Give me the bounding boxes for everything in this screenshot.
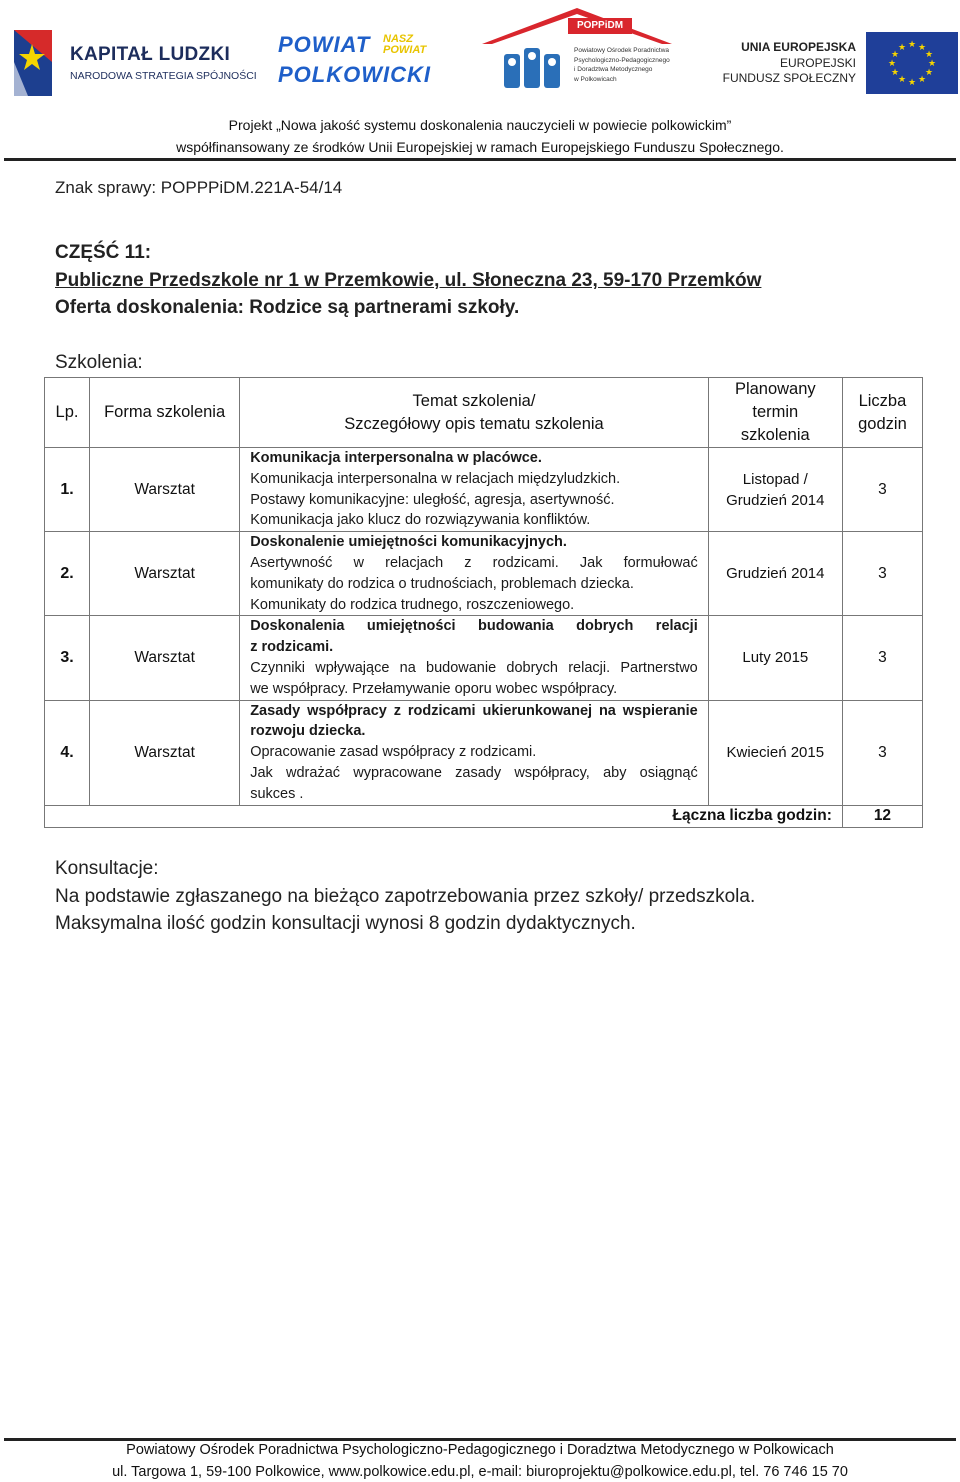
svg-text:★: ★ — [917, 43, 927, 53]
col-header-termin: Planowany termin szkolenia — [708, 378, 842, 448]
eu-logo — [718, 32, 958, 94]
kapital-ludzki-title: KAPITAŁ LUDZKI — [70, 44, 231, 65]
svg-text:★: ★ — [890, 50, 900, 60]
row-form: Warsztat — [90, 532, 240, 616]
col-header-lp: Lp. — [45, 378, 90, 448]
footer-line-2: ul. Targowa 1, 59-100 Polkowice, www.polkowice.edu.pl, e-mail: biuroprojektu@polkowice.edu.pl, tel. 76 746 15 70 — [112, 1464, 848, 1480]
row-hours: 3 — [842, 532, 922, 616]
kapital-ludzki-flag-icon — [8, 22, 56, 98]
table-header-row — [45, 378, 923, 448]
svg-text:★: ★ — [924, 68, 934, 78]
people-icon — [500, 44, 564, 90]
poppidm-name: POPPiDM — [568, 18, 632, 34]
poppidm-logo — [482, 6, 672, 92]
topic-line: we współpracy. Przełamywanie oporu wobec współpracy. — [250, 680, 618, 697]
row-topic — [240, 448, 709, 532]
offer-title: Oferta doskonalenia: Rodzice są partnerami szkoły. — [55, 297, 520, 318]
project-line-1: Projekt „Nowa jakość systemu doskonalenia nauczycieli w powiecie polkowickim” — [228, 117, 732, 133]
footer-line-1: Powiatowy Ośrodek Poradnictwa Psychologiczno-Pedagogicznego i Doradztwa Metodycznego w Polkowicach — [126, 1442, 834, 1458]
topic-heading-cont: z rodzicami. — [250, 639, 334, 656]
total-hours-label: Łączna liczba godzin: — [45, 805, 843, 827]
trainings-table — [44, 377, 923, 828]
svg-text:★: ★ — [897, 75, 907, 85]
svg-text:★: ★ — [907, 40, 917, 50]
col-header-hours: Liczba godzin — [842, 378, 922, 448]
row-topic — [240, 616, 709, 700]
row-hours: 3 — [842, 448, 922, 532]
project-line-2: współfinansowany ze środków Unii Europejskiej w ramach Europejskiego Funduszu Społecznego. — [176, 139, 784, 155]
row-term: Kwiecień 2015 — [708, 700, 842, 805]
svg-text:★: ★ — [927, 59, 937, 69]
svg-text:★: ★ — [887, 59, 897, 69]
table-row — [45, 532, 923, 616]
topic-line: Czynniki wpływające na budowanie dobrych relacji. Partnerstwo — [250, 659, 698, 676]
topic-line: Opracowanie zasad współpracy z rodzicami. — [250, 744, 537, 761]
row-number: 3. — [45, 616, 90, 700]
topic-heading: Doskonalenia umiejętności budowania dobrych relacji — [250, 618, 698, 635]
svg-text:★: ★ — [917, 75, 927, 85]
consultations-line-1: Na podstawie zgłaszanego na bieżąco zapotrzebowania przez szkoły/ przedszkola. — [55, 886, 756, 907]
case-number: Znak sprawy: POPPPiDM.221A-54/14 — [55, 178, 343, 197]
kapital-ludzki-subtitle: NARODOWA STRATEGIA SPÓJNOŚCI — [70, 70, 257, 82]
col-header-temat: Temat szkolenia/ Szczegółowy opis tematu szkolenia — [240, 378, 709, 448]
nasz-powiat-label: NASZ POWIAT — [383, 33, 427, 56]
powiat-label: POWIAT — [278, 32, 371, 57]
row-number: 4. — [45, 700, 90, 805]
poppidm-description: Powiatowy Ośrodek Poradnictwa Psychologiczno-Pedagogicznego i Doradztwa Metodycznego w Polkowicach — [574, 47, 670, 83]
table-row — [45, 616, 923, 700]
consultations-line-2: Maksymalna ilość godzin konsultacji wynosi 8 godzin dydaktycznych. — [55, 913, 636, 934]
row-hours: 3 — [842, 700, 922, 805]
topic-line: Jak wdrażać wypracowane zasady współpracy, aby osiągnąć — [250, 764, 698, 781]
eu-line3: FUNDUSZ SPOŁECZNY — [722, 71, 856, 85]
svg-text:★: ★ — [924, 50, 934, 60]
topic-heading-cont: rozwoju dziecka. — [250, 723, 366, 740]
row-topic — [240, 700, 709, 805]
row-topic — [240, 532, 709, 616]
topic-line: Komunikacja jako klucz do rozwiązywania konfliktów. — [250, 512, 591, 529]
trainings-heading: Szkolenia: — [55, 352, 143, 373]
eu-line1: UNIA EUROPEJSKA — [741, 40, 856, 54]
polkowicki-label: POLKOWICKI — [278, 62, 431, 87]
row-form: Warsztat — [90, 448, 240, 532]
total-hours-value: 12 — [842, 805, 922, 827]
topic-line: Asertywność w relacjach z rodzicami. Jak formułować — [250, 554, 698, 571]
eu-stars-icon — [866, 32, 958, 94]
svg-text:★: ★ — [907, 78, 917, 88]
table-row — [45, 448, 923, 532]
school-name: Publiczne Przedszkole nr 1 w Przemkowie, ul. Słoneczna 23, 59-170 Przemków — [55, 270, 762, 291]
topic-line: Postawy komunikacyjne: uległość, agresja, asertywność. — [250, 491, 615, 508]
topic-line: Komunikaty do rodzica trudnego, roszczeniowego. — [250, 596, 575, 613]
row-form: Warsztat — [90, 616, 240, 700]
consultations-heading: Konsultacje: — [55, 858, 159, 879]
eu-flag-icon — [866, 32, 958, 94]
col-header-forma: Forma szkolenia — [90, 378, 240, 448]
table-row — [45, 700, 923, 805]
topic-line: Komunikacja interpersonalna w relacjach międzyludzkich. — [250, 470, 621, 487]
topic-line: komunikaty do rodzica o trudnościach, problemach dziecka. — [250, 575, 634, 592]
row-hours: 3 — [842, 616, 922, 700]
topic-line: sukces . — [250, 785, 304, 802]
project-info — [0, 114, 960, 158]
svg-text:★: ★ — [890, 68, 900, 78]
svg-text:★: ★ — [897, 43, 907, 53]
header-divider — [4, 158, 956, 161]
row-term: Grudzień 2014 — [708, 532, 842, 616]
topic-heading: Komunikacja interpersonalna w placówce. — [250, 450, 542, 466]
footer-divider — [4, 1438, 956, 1441]
kapital-ludzki-logo — [8, 22, 257, 104]
row-term: Luty 2015 — [708, 616, 842, 700]
eu-line2: EUROPEJSKI — [779, 56, 856, 70]
powiat-polkowicki-logo — [278, 30, 438, 90]
row-number: 1. — [45, 448, 90, 532]
row-term: Listopad / Grudzień 2014 — [708, 448, 842, 532]
topic-heading: Doskonalenie umiejętności komunikacyjnych. — [250, 534, 567, 551]
topic-heading: Zasady współpracy z rodzicami ukierunkowanej na wspieranie — [250, 702, 698, 719]
part-heading: CZĘŚĆ 11: — [55, 242, 152, 263]
row-number: 2. — [45, 532, 90, 616]
row-form: Warsztat — [90, 700, 240, 805]
table-total-row — [45, 805, 923, 827]
